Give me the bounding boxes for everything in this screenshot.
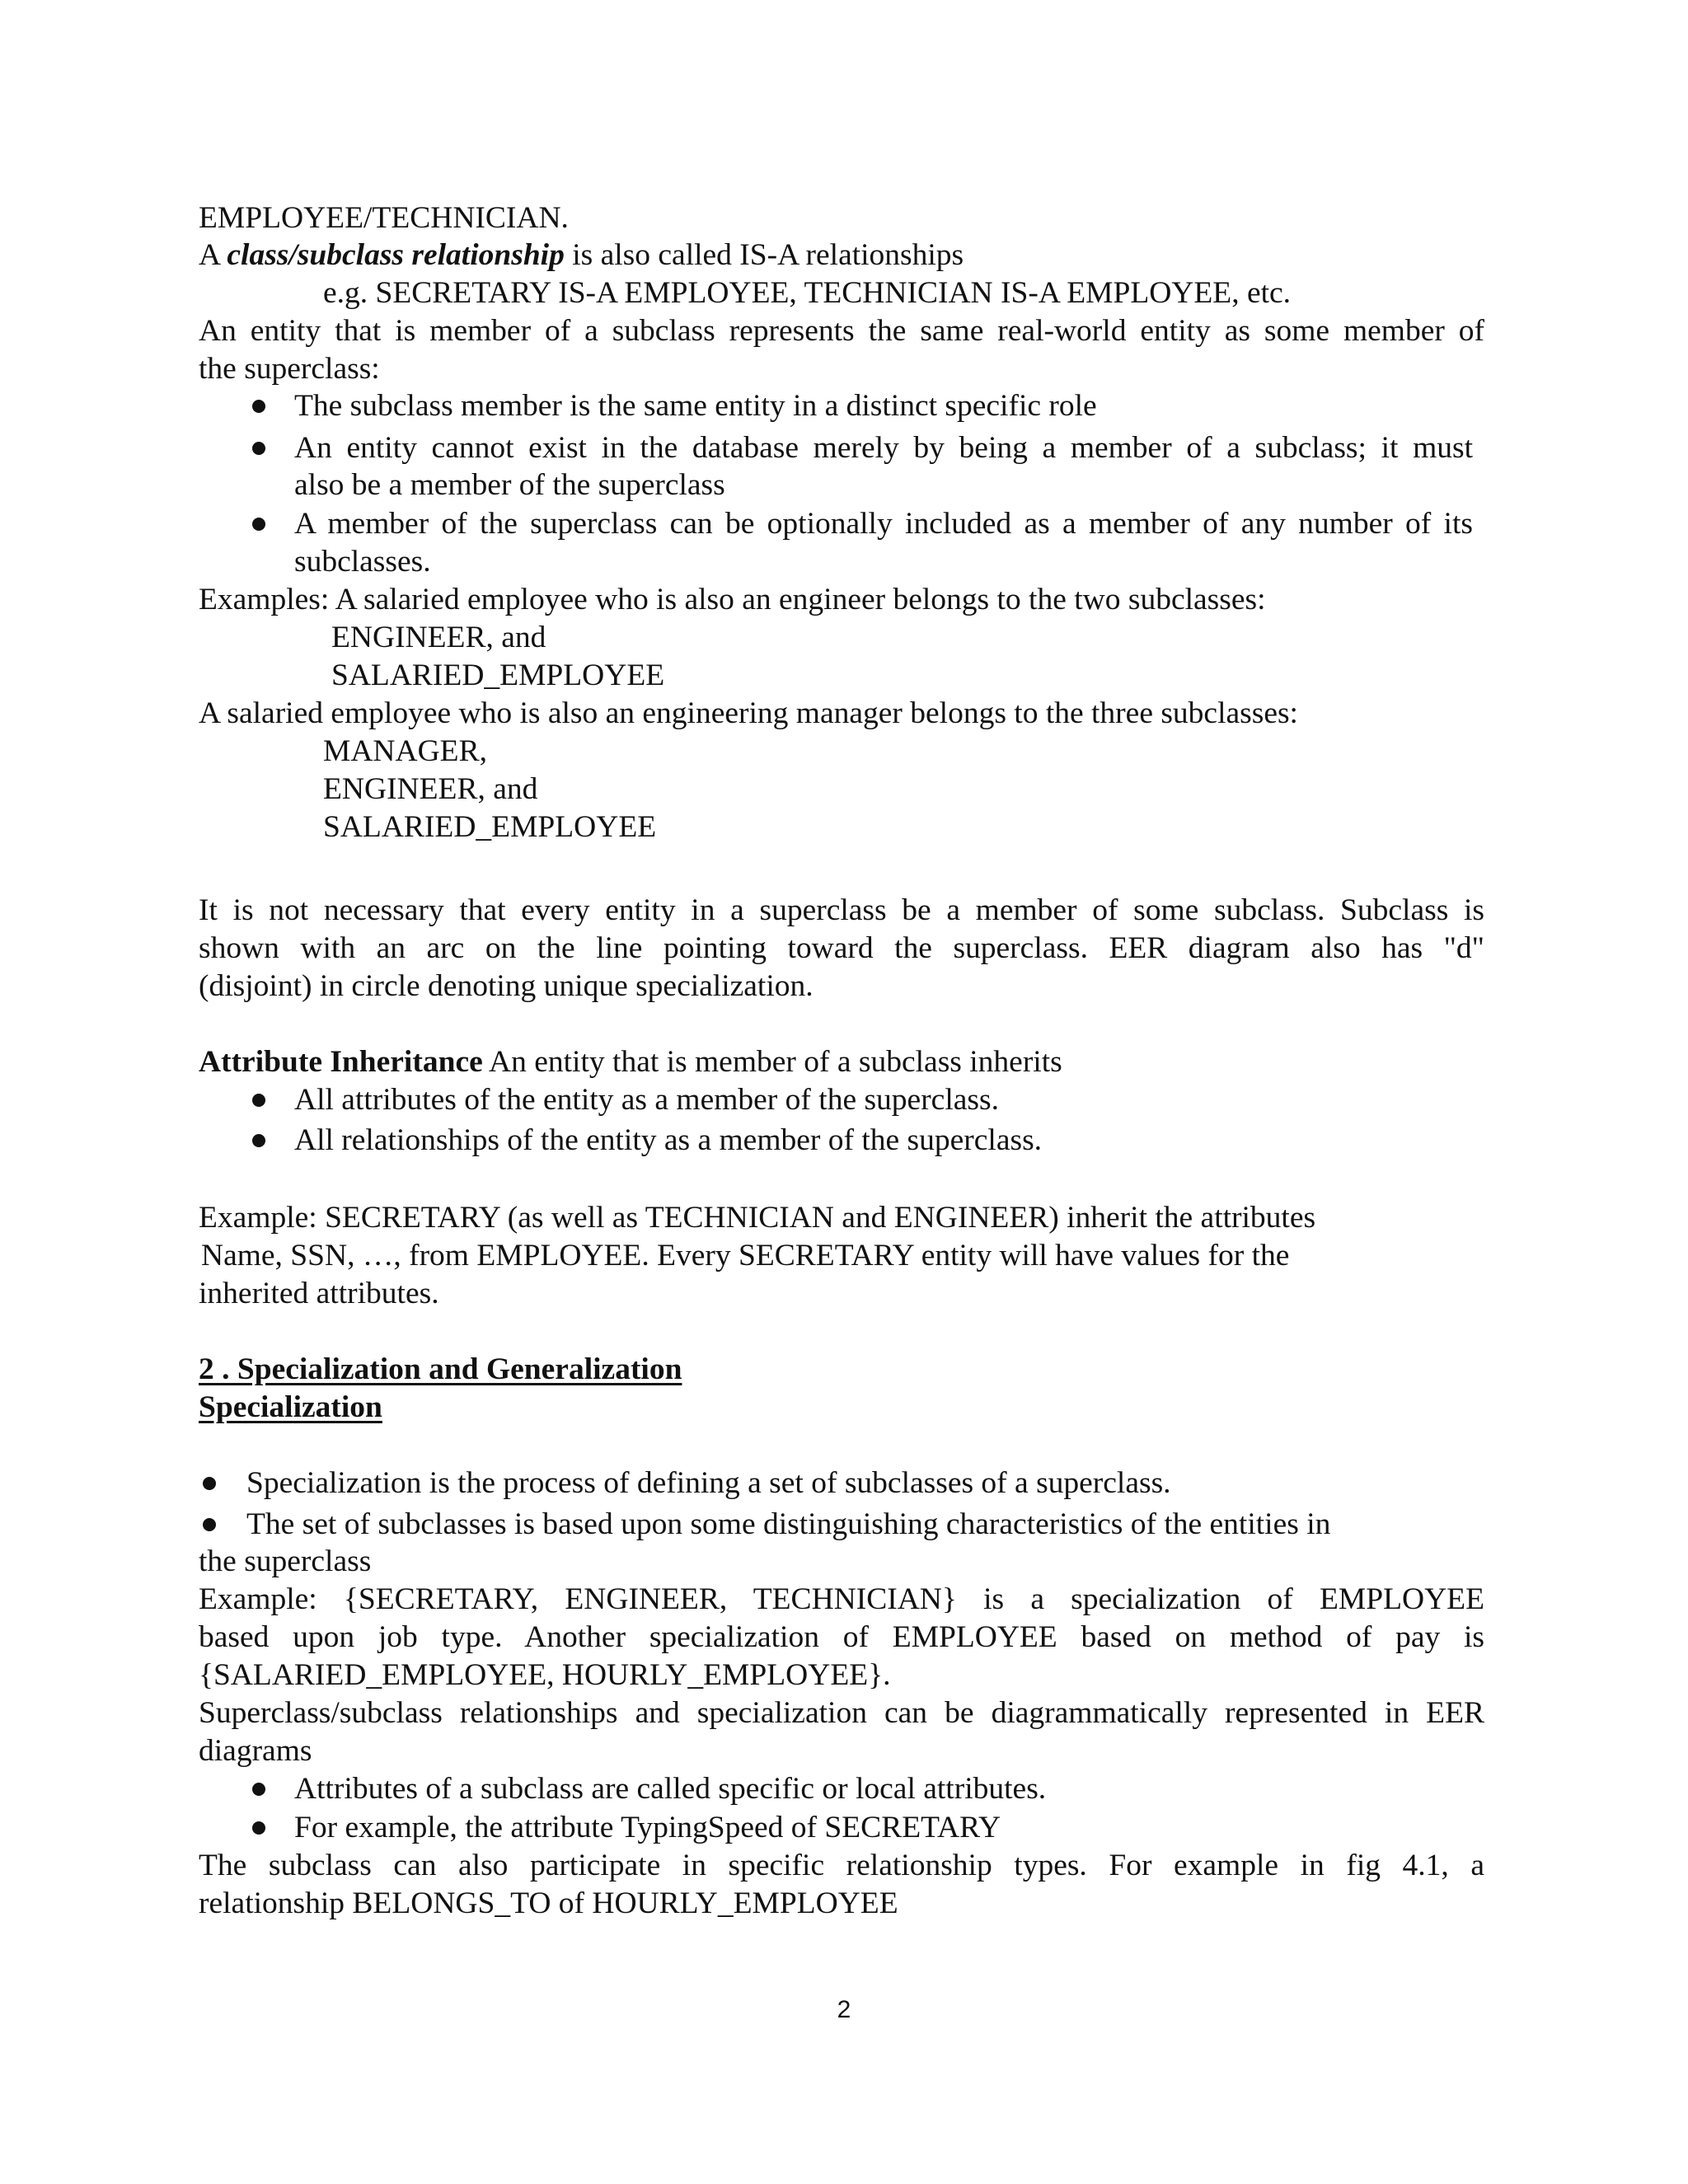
text-line: Example: {SECRETARY, ENGINEER, TECHNICIAN} is a specialization of EMPLOYEE bbox=[199, 1582, 1484, 1616]
text-line: relationship BELONGS_TO of HOURLY_EMPLOYEE bbox=[199, 1886, 898, 1920]
text-line: A class/subclass relationship is also called IS-A relationships bbox=[199, 238, 964, 272]
bullet-text: An entity cannot exist in the database merely by being a member of a subclass; it must bbox=[294, 431, 1473, 465]
text-line: The subclass can also participate in specific relationship types. For example in fig 4.1, a bbox=[199, 1849, 1484, 1882]
bullet-text: Attributes of a subclass are called specific or local attributes. bbox=[294, 1772, 1047, 1806]
bullet-icon bbox=[252, 400, 265, 413]
text-line: inherited attributes. bbox=[199, 1277, 439, 1310]
bullet-icon bbox=[203, 1477, 216, 1490]
text-line: diagrams bbox=[199, 1734, 312, 1768]
bullet-text: For example, the attribute TypingSpeed of SECRETARY bbox=[294, 1811, 1001, 1844]
bullet-text: A member of the superclass can be optionally included as a member of any number of its bbox=[294, 507, 1473, 541]
bullet-text: The set of subclasses is based upon some distinguishing characteristics of the entities in bbox=[246, 1507, 1331, 1541]
bullet-text: subclasses. bbox=[294, 545, 431, 579]
text-line: Name, SSN, …, from EMPLOYEE. Every SECRETARY entity will have values for the bbox=[201, 1239, 1290, 1272]
text-line: the superclass: bbox=[199, 352, 380, 386]
text-line: the superclass bbox=[199, 1544, 372, 1578]
term-emphasis: class/subclass relationship bbox=[227, 238, 565, 272]
text-line: SALARIED_EMPLOYEE bbox=[331, 658, 665, 692]
bullet-text: Specialization is the process of defining a set of subclasses of a superclass. bbox=[246, 1466, 1171, 1500]
bullet-icon bbox=[252, 1783, 265, 1796]
text-line: Superclass/subclass relationships and specialization can be diagrammatically represented in EER bbox=[199, 1696, 1484, 1730]
section-label: Attribute Inheritance bbox=[199, 1045, 483, 1079]
example-line: e.g. SECRETARY IS-A EMPLOYEE, TECHNICIAN IS-A EMPLOYEE, etc. bbox=[323, 276, 1292, 310]
text-line: Example: SECRETARY (as well as TECHNICIAN and ENGINEER) inherit the attributes bbox=[199, 1201, 1316, 1235]
bullet-icon bbox=[203, 1518, 216, 1531]
text-line: An entity that is member of a subclass represents the same real-world entity as some member of bbox=[199, 314, 1484, 348]
text-line: ENGINEER, and bbox=[323, 772, 538, 806]
bullet-icon bbox=[252, 442, 265, 455]
bullet-icon bbox=[252, 1094, 265, 1107]
bullet-text: All relationships of the entity as a member of the superclass. bbox=[294, 1123, 1043, 1157]
text-line: SALARIED_EMPLOYEE bbox=[323, 810, 657, 844]
section-heading: 2 . Specialization and Generalization bbox=[199, 1352, 682, 1386]
paragraph-line: shown with an arc on the line pointing toward the superclass. EER diagram also has "d" bbox=[199, 931, 1484, 965]
page-number: 2 bbox=[837, 1996, 851, 2023]
text-line: EMPLOYEE/TECHNICIAN. bbox=[199, 201, 569, 235]
paragraph-line: It is not necessary that every entity in a superclass be a member of some subclass. Subclass is bbox=[199, 893, 1484, 927]
text-line: {SALARIED_EMPLOYEE, HOURLY_EMPLOYEE}. bbox=[199, 1658, 891, 1692]
bullet-icon bbox=[252, 518, 265, 531]
bullet-icon bbox=[252, 1821, 265, 1835]
bullet-icon bbox=[252, 1134, 265, 1147]
bullet-text: The subclass member is the same entity in a distinct specific role bbox=[294, 389, 1097, 423]
text-line: ENGINEER, and bbox=[331, 621, 546, 654]
text-line: A salaried employee who is also an engineering manager belongs to the three subclasses: bbox=[199, 696, 1298, 730]
text-line: based upon job type. Another specialization of EMPLOYEE based on method of pay is bbox=[199, 1620, 1484, 1654]
subsection-heading: Specialization bbox=[199, 1390, 382, 1424]
bullet-text: All attributes of the entity as a member of the superclass. bbox=[294, 1083, 999, 1117]
text-line: Attribute Inheritance An entity that is member of a subclass inherits bbox=[199, 1045, 1062, 1079]
text-line: Examples: A salaried employee who is also an engineer belongs to the two subclasses: bbox=[199, 583, 1266, 616]
bullet-text: also be a member of the superclass bbox=[294, 468, 725, 502]
text-line: MANAGER, bbox=[323, 734, 487, 768]
paragraph-line: (disjoint) in circle denoting unique specialization. bbox=[199, 969, 814, 1003]
